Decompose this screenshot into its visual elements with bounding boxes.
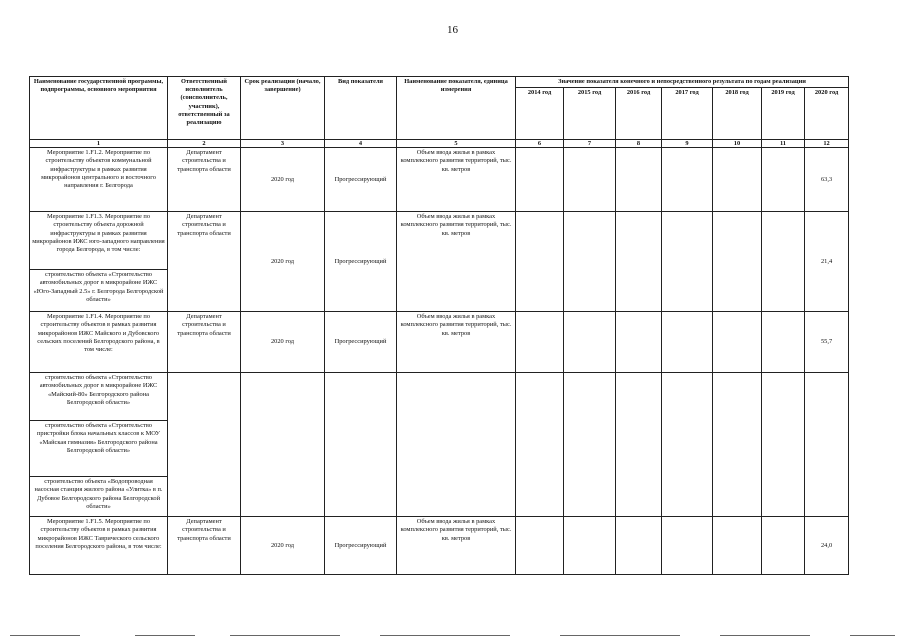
table-row xyxy=(30,212,849,270)
table-row xyxy=(30,517,849,575)
term-cell: 2020 год xyxy=(241,212,325,312)
value-cell xyxy=(762,212,805,312)
table-row xyxy=(30,373,849,421)
value-cell xyxy=(516,517,564,575)
header-year: 2014 год xyxy=(516,88,564,140)
responsible-cell: Департамент строительства и транспорта области xyxy=(168,312,241,373)
responsible-cell: Департамент строительства и транспорта области xyxy=(168,517,241,575)
header-year: 2017 год xyxy=(662,88,713,140)
value-cell xyxy=(564,517,616,575)
header-responsible: Ответственный исполнитель (соисполнитель, участник), ответственный за реализацию xyxy=(168,77,241,140)
col-number: 1 xyxy=(30,140,168,148)
header-year: 2015 год xyxy=(564,88,616,140)
indicator-kind-cell: Прогрессирующий xyxy=(325,148,397,212)
value-cell xyxy=(516,212,564,312)
sub-measure-name: строительство объекта «Водопроводная насосная станция жилого района «Улитка» в п. Дубовое Белгородского района Белгородской области» xyxy=(30,477,168,517)
indicator-kind-cell: Прогрессирующий xyxy=(325,212,397,312)
indicator-kind-cell: Прогрессирующий xyxy=(325,312,397,373)
col-number: 8 xyxy=(616,140,662,148)
value-cell xyxy=(662,517,713,575)
value-cell-2020: 63,3 xyxy=(805,148,849,212)
col-number: 12 xyxy=(805,140,849,148)
col-number: 10 xyxy=(713,140,762,148)
page-number: 16 xyxy=(447,24,458,36)
col-number: 2 xyxy=(168,140,241,148)
measure-name: Мероприятие 1.F1.2. Мероприятие по строительству объектов коммунальной инфраструктуры в рамках развития микрорайонов центрального и восточного направления г. Белгорода xyxy=(30,148,168,212)
header-term: Срок реализации (начало, завершение) xyxy=(241,77,325,140)
col-number: 6 xyxy=(516,140,564,148)
col-number: 4 xyxy=(325,140,397,148)
measure-name: Мероприятие 1.F1.5. Мероприятие по строительству объектов в рамках развития микрорайонов ИЖС Таврического сельского поселения Белгородского района, в том числе: xyxy=(30,517,168,575)
col-number: 7 xyxy=(564,140,616,148)
term-cell: 2020 год xyxy=(241,148,325,212)
value-cell xyxy=(662,212,713,312)
value-cell-2020: 21,4 xyxy=(805,212,849,312)
header-year: 2018 год xyxy=(713,88,762,140)
scan-bottom-edge xyxy=(0,630,905,640)
table-row xyxy=(30,148,849,212)
sub-measure-name: строительство объекта «Строительство пристройки блока начальных классов к МОУ «Майская гимназия» Белгородского района Белгородской области» xyxy=(30,421,168,477)
term-cell: 2020 год xyxy=(241,312,325,373)
value-cell xyxy=(564,212,616,312)
value-cell xyxy=(762,312,805,373)
col-number: 5 xyxy=(397,140,516,148)
value-cell xyxy=(762,148,805,212)
value-cell xyxy=(713,312,762,373)
indicator-name-cell: Объем ввода жилья в рамках комплексного развития территорий, тыс. кв. метров xyxy=(397,517,516,575)
value-cell xyxy=(713,148,762,212)
term-cell: 2020 год xyxy=(241,517,325,575)
header-indicator-kind: Вид показателя xyxy=(325,77,397,140)
value-cell xyxy=(564,312,616,373)
measure-name: Мероприятие 1.F1.3. Мероприятие по строительству объекта дорожной инфраструктуры в рамках развития микрорайонов ИЖС юго-западного направления города Белгорода, в том числе: xyxy=(30,212,168,270)
indicator-name-cell xyxy=(397,373,516,517)
indicators-table xyxy=(29,76,849,575)
value-cell xyxy=(516,312,564,373)
value-cell xyxy=(662,373,713,517)
value-cell xyxy=(662,148,713,212)
indicator-name-cell: Объем ввода жилья в рамках комплексного развития территорий, тыс. кв. метров xyxy=(397,312,516,373)
value-cell xyxy=(762,517,805,575)
col-number: 9 xyxy=(662,140,713,148)
header-program-name: Наименование государственной программы, подпрограммы, основного мероприятия xyxy=(30,77,168,140)
value-cell xyxy=(662,312,713,373)
value-cell xyxy=(516,373,564,517)
value-cell-2020: 55,7 xyxy=(805,312,849,373)
responsible-cell: Департамент строительства и транспорта области xyxy=(168,212,241,312)
value-cell xyxy=(616,212,662,312)
value-cell xyxy=(616,373,662,517)
responsible-cell: Департамент строительства и транспорта области xyxy=(168,148,241,212)
header-values-group: Значение показателя конечного и непосредственного результата по годам реализации xyxy=(516,77,849,88)
value-cell xyxy=(713,212,762,312)
header-year: 2019 год xyxy=(762,88,805,140)
measure-name: Мероприятие 1.F1.4. Мероприятие по строительству объектов в рамках развития микрорайонов ИЖС Майского и Дубовского сельских поселений Белгородского района, в том числе: xyxy=(30,312,168,373)
value-cell xyxy=(762,373,805,517)
value-cell-2020: 24,0 xyxy=(805,517,849,575)
col-number: 11 xyxy=(762,140,805,148)
table-row xyxy=(30,312,849,373)
header-year: 2020 год xyxy=(805,88,849,140)
value-cell xyxy=(564,373,616,517)
value-cell xyxy=(713,517,762,575)
sub-measure-name: строительство объекта «Строительство автомобильных дорог в микрорайоне ИЖС «Майский-80» Белгородского района Белгородской области» xyxy=(30,373,168,421)
value-cell xyxy=(564,148,616,212)
term-cell xyxy=(241,373,325,517)
sub-measure-name: строительство объекта «Строительство автомобильных дорог в микрорайоне ИЖС «Юго-Западный 2.5» г. Белгорода Белгородской области» xyxy=(30,270,168,312)
header-year: 2016 год xyxy=(616,88,662,140)
value-cell xyxy=(616,517,662,575)
value-cell xyxy=(805,373,849,517)
value-cell xyxy=(516,148,564,212)
col-number: 3 xyxy=(241,140,325,148)
value-cell xyxy=(616,148,662,212)
value-cell xyxy=(616,312,662,373)
indicator-kind-cell: Прогрессирующий xyxy=(325,517,397,575)
indicator-name-cell: Объем ввода жилья в рамках комплексного развития территорий, тыс. кв. метров xyxy=(397,212,516,312)
indicator-kind-cell xyxy=(325,373,397,517)
header-indicator-name: Наименование показателя, единица измерения xyxy=(397,77,516,140)
value-cell xyxy=(713,373,762,517)
indicator-name-cell: Объем ввода жилья в рамках комплексного развития территорий, тыс. кв. метров xyxy=(397,148,516,212)
responsible-cell xyxy=(168,373,241,517)
